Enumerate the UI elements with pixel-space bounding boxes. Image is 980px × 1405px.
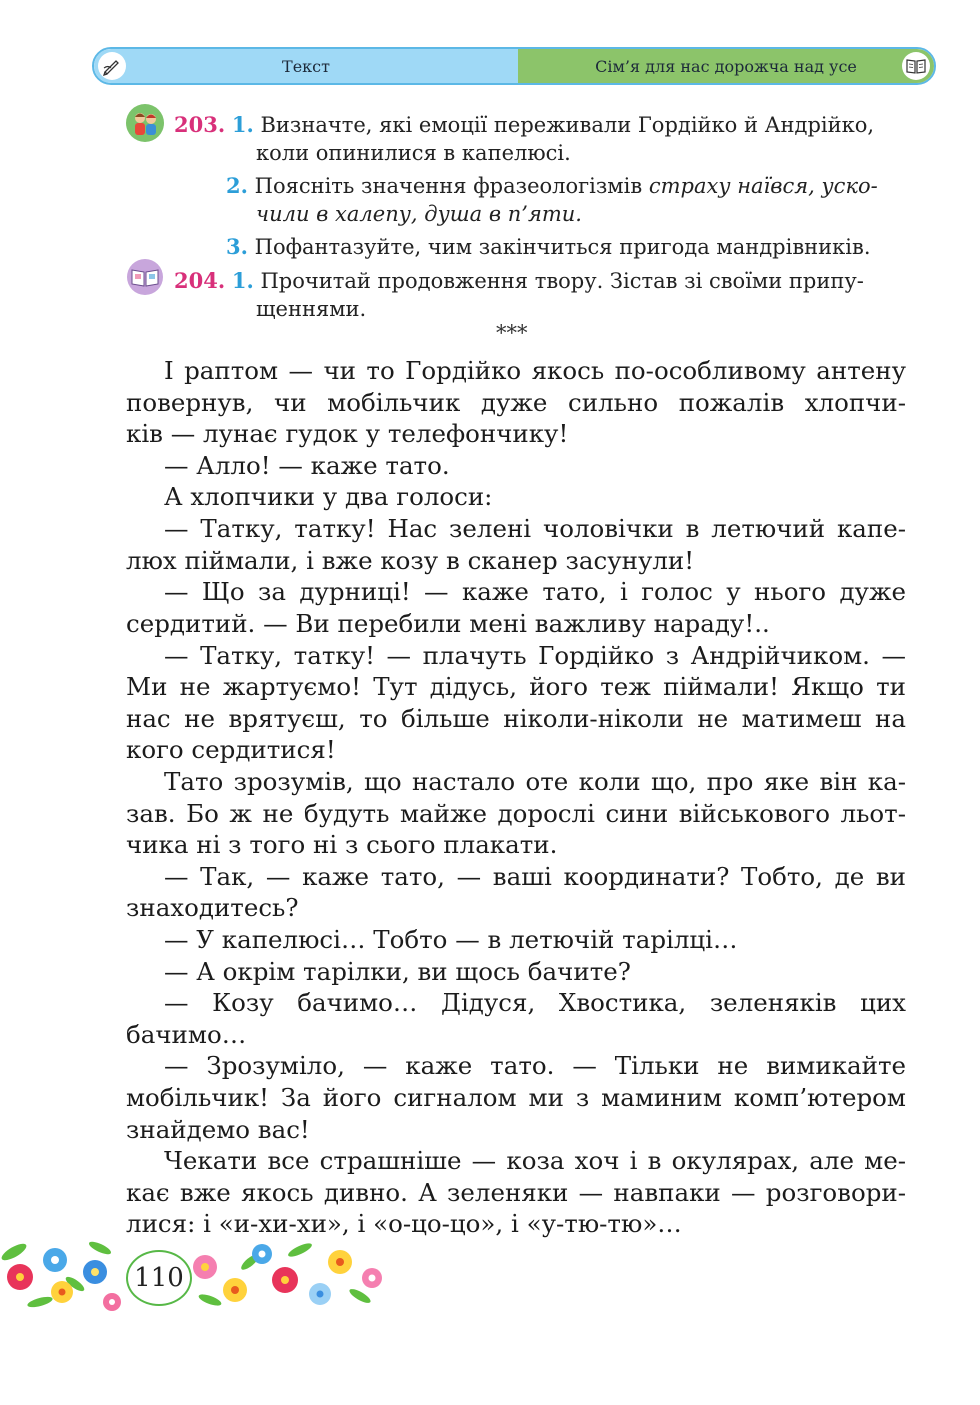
task-text: Прочитай продовження твору. Зістав зі своїми припу-: [260, 269, 864, 293]
text-line: повернув, чи мобільчик дуже сильно пожалів хлопчи-: [126, 388, 906, 417]
header-title-left: Текст: [282, 56, 330, 76]
page-number: 110: [126, 1250, 192, 1306]
text-line: знаходитесь?: [126, 893, 299, 922]
text-line: бачимо…: [126, 1020, 247, 1049]
text-line: кає вже якось дивно. А зеленяки — навпаки — розговори-: [126, 1178, 906, 1207]
task-204-item-1-line-2: щеннями.: [256, 297, 367, 321]
text-line: ків — лунає гудок у телефончику!: [126, 419, 569, 448]
text-line: Ми не жартуємо! Тут дідусь, його теж піймали! Якщо ти: [126, 672, 906, 701]
task-italic-text: страху наївся, уско-: [648, 174, 878, 198]
text-line: чика ні з того ні з сього плакати.: [126, 830, 558, 859]
header-section-left: [94, 49, 518, 83]
task-text: Визначте, які емоції переживали Гордійко й Андрійко,: [260, 113, 875, 137]
text-line: знайдемо вас!: [126, 1115, 310, 1144]
flower-decoration-icon: [0, 1232, 390, 1322]
subtask-number: 1.: [231, 268, 254, 293]
text-line: — Татку, татку! — плачуть Гордійко з Андрійчиком. —: [164, 641, 906, 670]
task-number: 203.: [174, 112, 226, 137]
subtask-number: 2.: [226, 173, 248, 198]
text-line: мобільчик! За його сигналом ми з маминим комп’ютером: [126, 1083, 906, 1112]
pen-icon: [98, 52, 126, 80]
task-203-item-2-line-1: [226, 172, 878, 200]
text-line: І раптом — чи то Гордійко якось по-особливому антену: [164, 356, 906, 385]
text-line: люх піймали, і вже козу в сканер засунули!: [126, 546, 695, 575]
header-section-right: [518, 49, 934, 83]
text-line: кого сердитися!: [126, 735, 336, 764]
text-line: — Алло! — каже тато.: [164, 451, 450, 480]
text-line: — А окрім тарілки, ви щось бачите?: [164, 957, 631, 986]
task-203-item-2-line-2: чили в халепу, душа в п’яти.: [256, 202, 582, 226]
text-line: — Так, — каже тато, — ваші координати? Тобто, де ви: [164, 862, 906, 891]
task-203-item-1-line-2: коли опинилися в капелюсі.: [256, 141, 571, 165]
page-header: [92, 47, 936, 85]
text-line: — Зрозуміло, — каже тато. — Тільки не вимикайте: [164, 1051, 906, 1080]
subtask-number: 1.: [231, 112, 254, 137]
text-line: — Козу бачимо… Дідуся, Хвостика, зеленяків цих: [164, 988, 906, 1017]
task-number: 204.: [174, 268, 226, 293]
children-icon: [126, 104, 164, 142]
task-text: Пофантазуйте, чим закінчиться пригода мандрівників.: [254, 235, 871, 259]
section-separator: ***: [496, 321, 528, 345]
text-line: нас не врятуєш, то більше ніколи-ніколи не матимеш на: [126, 704, 906, 733]
task-203-item-1-line-1: [174, 111, 874, 139]
header-title-right: Сім’я для нас дорожча над усе: [595, 56, 857, 76]
text-line: зав. Бо ж не будуть майже дорослі сини військового льот-: [126, 799, 906, 828]
task-203-item-3: [226, 233, 871, 261]
task-text: Поясніть значення фразеологізмів: [254, 174, 649, 198]
text-line: Тато зрозумів, що настало оте коли що, про яке він ка-: [164, 767, 906, 796]
task-204-item-1-line-1: [174, 267, 864, 295]
subtask-number: 3.: [226, 234, 248, 259]
text-line: — У капелюсі… Тобто — в летючій тарілці…: [164, 925, 738, 954]
text-line: — Що за дурниці! — каже тато, і голос у нього дуже: [164, 577, 906, 606]
text-line: А хлопчики у два голоси:: [164, 482, 493, 511]
text-line: лися: і «и-хи-хи», і «о-цо-цо», і «у-тю-тю»…: [126, 1209, 682, 1238]
text-line: Чекати все страшніше — коза хоч і в окулярах, але ме-: [164, 1146, 906, 1175]
book-icon: [902, 52, 930, 80]
text-line: — Татку, татку! Нас зелені чоловічки в летючий капе-: [164, 514, 906, 543]
text-line: сердитий. — Ви перебили мені важливу нараду!..: [126, 609, 770, 638]
open-book-icon: [126, 258, 164, 296]
